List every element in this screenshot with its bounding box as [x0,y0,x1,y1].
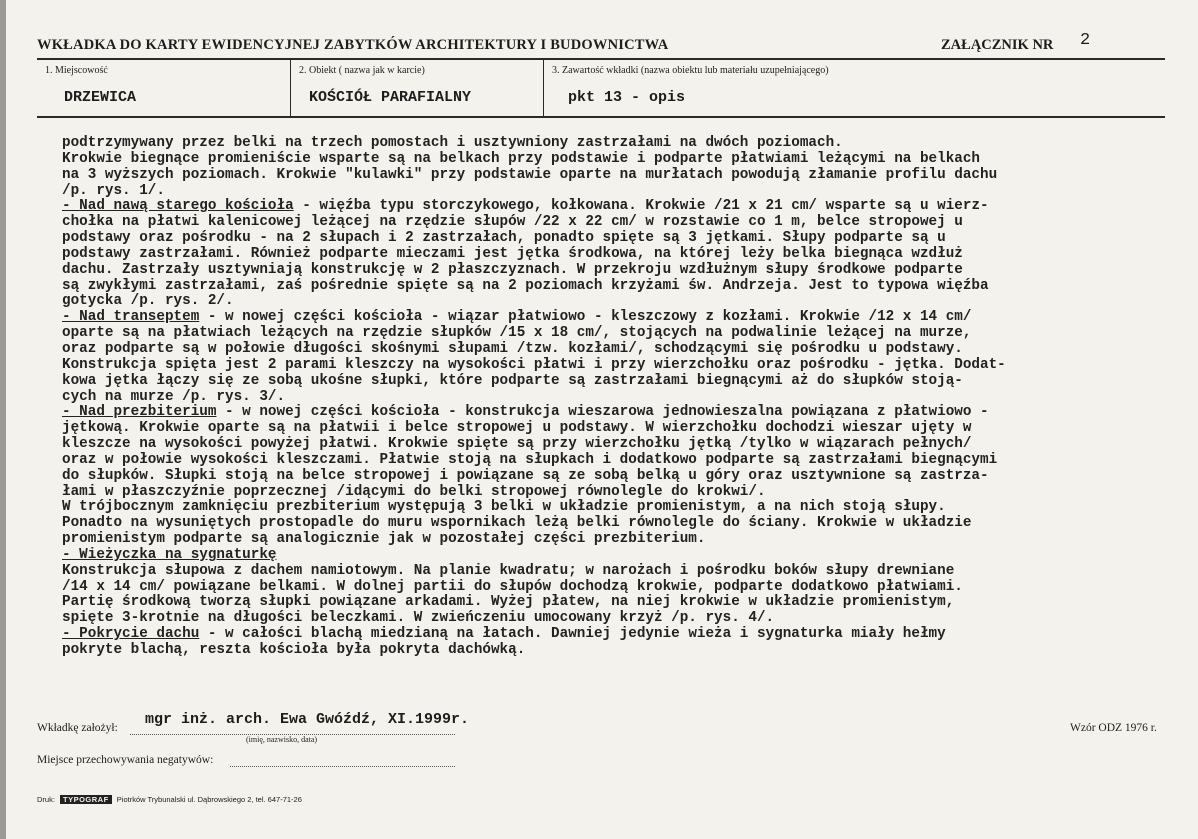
text-line: chołka na płatwi kalenicowej leżącej na rzędzie słupów /22 x 22 cm/ w rozstawie co 1 m, belce stropowej u [62,214,963,231]
text-line [62,548,1172,564]
text-line: Ponadto na wysuniętych prostopadle do muru wspornikach leżą belki równolegle do ściany. Krokwie w układzie [62,515,972,532]
attachment-number: 2 [1080,31,1091,50]
text-line: gotycka /p. rys. 2/. [62,293,234,310]
text-line [62,199,1172,215]
header-rule-top [37,58,1165,60]
attachment-label: ZAŁĄCZNIK NR [941,37,1054,53]
section-heading-presbytery: - Nad prezbiterium [62,404,217,421]
text-line: są zwykłymi zastrzałami, zaś pośrednie spięte są na 2 poziomach krzyżami św. Andrzeja. Jest to typowa więźba [62,277,989,294]
text-line: promienistym podparte są analogicznie jak w pozostałej części prezbiterium. [62,531,706,548]
section-heading-transept: - Nad transeptem [62,309,200,326]
description-text [62,136,1172,659]
text-span: - w nowej części kościoła - wiązar płatwiowo - kleszczowy z kozłami. Krokwie /12 x 14 cm/ [199,309,972,326]
section-heading-turret: - Wieżyczka na sygnaturkę [62,546,277,563]
content-value: pkt 13 - opis [568,89,686,106]
text-line: Konstrukcja spięta jest 2 parami kleszczy na wysokości płatwi i przy wierzchołku oraz pośrodku - jętka. Dodat- [62,356,1006,373]
text-line: /p. rys. 1/. [62,182,165,199]
section-heading-nave: - Nad nawą starego kościoła [62,198,294,215]
locality-label: 1. Miejscowość [45,65,108,76]
text-span: - więźba typu storczykowego, kołkowana. Krokwie /21 x 21 cm/ wsparte są u wierz- [293,198,989,215]
text-span: - w całości blachą miedzianą na łatach. Dawniej jedynie wieża i sygnaturka miały hełmy [199,626,946,643]
text-line [62,627,1172,643]
field-divider-2 [543,60,544,117]
content-label: 3. Zawartość wkładki (nazwa obiektu lub materiału uzupełniającego) [552,65,829,76]
negatives-dotted-line [230,766,455,767]
text-line: oraz w połowie wysokości kleszczami. Płatwie stoją na słupkach i dodatkowo podparte są zastrzałami biegnącymi [62,451,998,468]
print-prefix: Druk: [37,795,55,804]
text-line: kowa jętka łączy się ze sobą ukośne słupki, które podparte są zastrzałami biegnącymi aż do słupków stoją- [62,372,963,389]
text-span: - w nowej części kościoła - konstrukcja wieszarowa jednowieszalna powiązana z płatwiowo - [216,404,989,421]
locality-value: DRZEWICA [64,89,137,106]
author-caption: (imię, nazwisko, data) [246,735,318,744]
header-rule-bottom [37,116,1165,118]
printer-logo: TYPOGRAF [60,795,112,804]
print-address: Piotrków Trybunalski ul. Dąbrowskiego 2, tel. 647-71-26 [116,795,302,804]
text-line: podtrzymywany przez belki na trzech pomostach i usztywniony zastrzałami na dwóch poziomach. [62,135,843,151]
section-heading-roofing: - Pokrycie dachu [62,626,200,643]
text-line: podstawy oraz pośrodku - na 2 słupach i 2 zastrzałach, ponadto spięte są 3 jętkami. Słupy podparte są u [62,230,946,247]
author-value: mgr inż. arch. Ewa Gwóźdź, XI.1999r. [145,711,470,728]
object-value: KOŚCIÓŁ PARAFIALNY [309,89,472,106]
author-label: Wkładkę założył: [37,722,118,734]
printer-imprint [37,795,302,804]
text-line: /14 x 14 cm/ powiązane belkami. W dolnej partii do słupów dochodzą krokwie, podparte dodatkowo płatwiami. [62,578,963,595]
card-edge [0,0,6,839]
form-model-label: Wzór ODZ 1976 r. [1070,722,1157,734]
text-line: kleszcze na wysokości powyżej płatwi. Krokwie spięte są przy wierzchołku jętką /tylko w wiązarach pełnych/ [62,436,972,453]
field-divider-1 [290,60,291,117]
text-line: W trójbocznym zamknięciu prezbiterium występują 3 belki w układzie promienistym, a na nich stoją słupy. [62,499,946,516]
text-line: spięte 3-krotnie na długości beleczkami. W zwieńczeniu umocowany krzyż /p. rys. 4/. [62,610,775,627]
text-line: na 3 wyższych poziomach. Krokwie "kulawki" przy podstawie oparte na murłatach powodują złamanie profilu dachu [62,166,998,183]
text-line: Krokwie biegnące promieniście wsparte są na belkach przy podstawie i podparte płatwiami leżącymi na belkach [62,150,981,167]
text-line [62,310,1172,326]
text-line: Konstrukcja słupowa z dachem namiotowym. Na planie kwadratu; w narożach i pośrodku boków słupy drewniane [62,562,955,579]
text-line: oparte są na płatwiach leżących na rzędzie słupków /15 x 18 cm/, stojących na podwalinie leżącej na murze, [62,325,972,342]
text-line: podstawy zastrzałami. Również podparte mieczami jest jętka środkowa, na której leży belka biegnąca wzdłuż [62,245,963,262]
text-line: cych na murze /p. rys. 3/. [62,388,286,405]
negatives-label: Miejsce przechowywania negatywów: [37,754,214,766]
text-line: pokryte blachą, reszta kościoła była pokryta dachówką. [62,642,526,658]
text-line: jętkową. Krokwie oparte są na płatwii i belce stropowej u podstawy. W wierzchołku dochodzi wieszar ujęty w [62,420,972,437]
form-title: WKŁADKA DO KARTY EWIDENCYJNEJ ZABYTKÓW ARCHITEKTURY I BUDOWNICTWA [37,37,669,53]
object-label: 2. Obiekt ( nazwa jak w karcie) [299,65,425,76]
text-line [62,405,1172,421]
text-line: dachu. Zastrzały usztywniają konstrukcję w 2 płaszczyznach. W przekroju wzdłużnym słupy środkowe podparte [62,261,963,278]
text-line: łami w płaszczyźnie poprzecznej /idącymi do belki stropowej równolegle do krokwi/. [62,483,766,500]
text-line: Partię środkową tworzą słupki powiązane arkadami. Wyżej płatew, na niej krokwie w układzie promienistym, [62,594,955,611]
text-line: do słupków. Słupki stoją na belce stropowej i powiązane są ze sobą belką u góry oraz usztywnione są zastrza- [62,467,989,484]
text-line: oraz podparte są w połowie długości skośnymi słupami /tzw. kozłami/, schodzącymi się pośrodku u podstawy. [62,340,963,357]
